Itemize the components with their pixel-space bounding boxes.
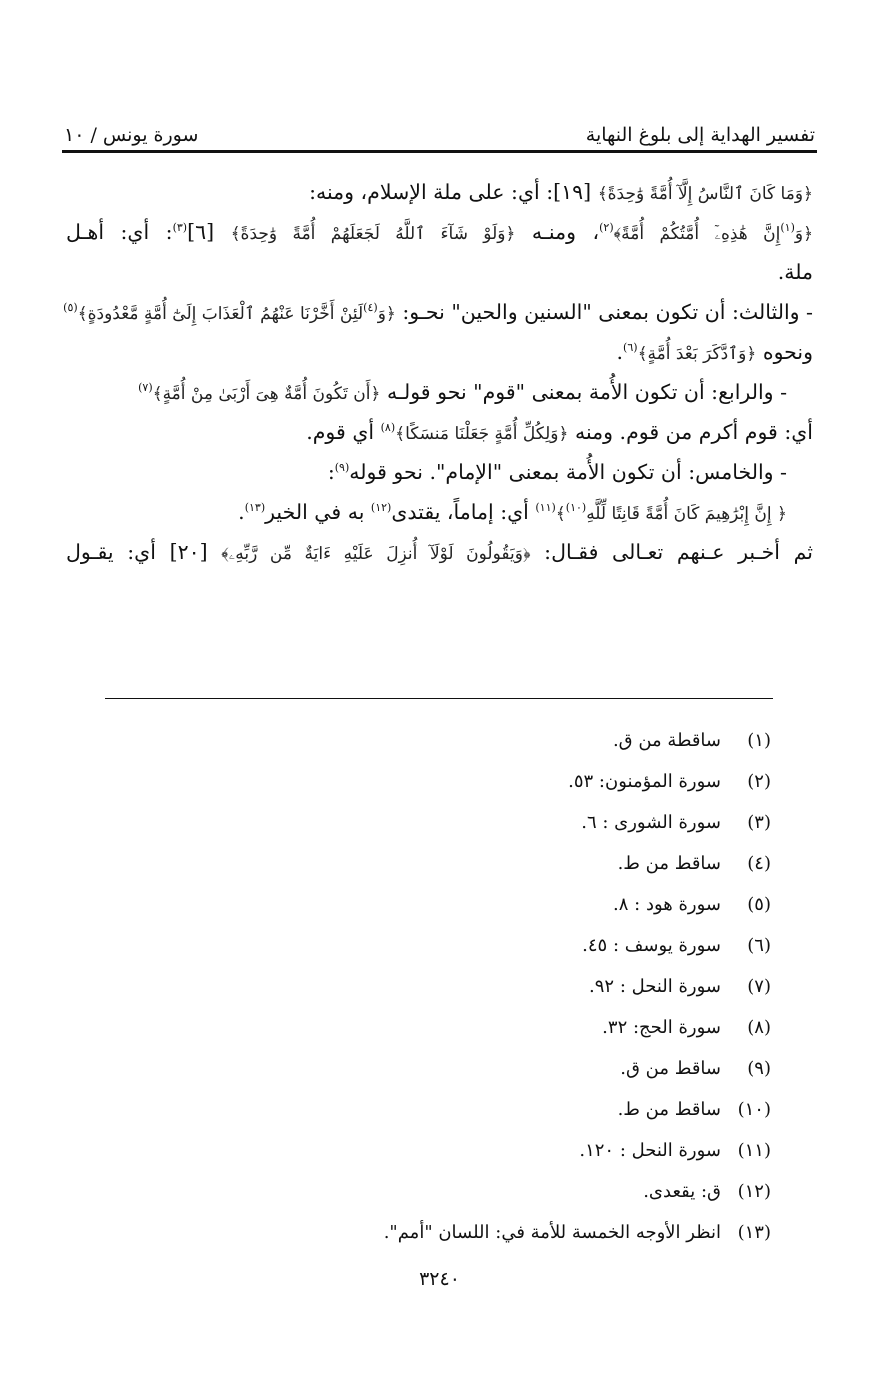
body-line-2: ﴿وَ$^{(١)}$إِنَّ هَٰذِهِۦٓ أُمَّتُكُمْ أُمَّةً﴾$^{(٢)}$، ومنـه ﴿وَلَوْ شَآءَ ٱللَّهُ لَجَعَلَهُمْ أُمَّةً وَٰحِدَةً﴾ [٦]$^{(٣)}$: أي: أهـل [66, 220, 814, 244]
footnote-text: ساقط من ط. [617, 1099, 721, 1120]
footnote-number: (٤) [747, 853, 771, 874]
footnote-text: سورة الحج: ٣٢. [602, 1017, 721, 1038]
footnotes [384, 720, 771, 1253]
footnote-number: (١٣) [737, 1222, 771, 1243]
quran-quote: ﴿أَن تَكُونَ أُمَّةٌ هِىَ أَرْبَىٰ مِنْ أُمَّةٍ﴾ [152, 384, 381, 404]
footnote-text: سورة الشورى : ٦. [581, 812, 721, 833]
surah-label: سورة يونس / ١٠ [64, 124, 199, 146]
footnote-number: (٥) [747, 894, 771, 915]
footnote-item [384, 1048, 771, 1089]
footnote-item [384, 761, 771, 802]
footnote-number: (١٢) [737, 1181, 771, 1202]
footnote-ref: (١٣) [244, 501, 266, 515]
footnote-number: (١١) [737, 1140, 771, 1161]
quran-quote: ﴿ إِنَّ إِبْرَٰهِيمَ كَانَ أُمَّةً قَانِتًا لِّلَّهِ [586, 504, 787, 524]
footnote-text: سورة النحل : ٩٢. [589, 976, 721, 997]
footnote-ref: (٣) [172, 221, 188, 235]
footnote-item [384, 1089, 771, 1130]
footnote-ref: (١٠) [565, 501, 587, 515]
quran-quote: ﴿وَمَا كَانَ ٱلنَّاسُ إِلَّآ أُمَّةً وَٰحِدَةً﴾ [597, 184, 813, 204]
footnote-ref: (٧) [138, 381, 153, 395]
footnote-number: (٦) [747, 935, 771, 956]
footnote-number: (٢) [747, 771, 771, 792]
footnote-item [384, 1212, 771, 1253]
footnote-number: (٧) [747, 976, 771, 997]
footnote-item [384, 843, 771, 884]
body-line-10: ثم أخـبر عـنهم تعـالى فقـال: ﴿وَيَقُولُونَ لَوْلَآ أُنزِلَ عَلَيْهِ ءَايَةٌ مِّن رَّبِّهِۦ﴾ [٢٠] أي: يقـول [66, 540, 813, 564]
footnote-number: (١٠) [737, 1099, 771, 1120]
footnote-item [384, 884, 771, 925]
footnote-item [384, 966, 771, 1007]
body-line-5: ونحوه ﴿وَٱدَّكَرَ بَعْدَ أُمَّةٍ﴾$^{(٦)}$. [616, 340, 813, 364]
footnote-ref: (٢) [599, 221, 614, 235]
footnote-text: ق: يقعدى. [643, 1181, 721, 1202]
footnote-ref: (١٢) [370, 501, 392, 515]
footnote-ref: (١١) [535, 501, 556, 515]
footnote-ref: (٨) [380, 421, 396, 435]
book-title: تفسير الهداية إلى بلوغ النهاية [585, 124, 815, 146]
footnote-ref: (٦) [623, 341, 638, 355]
body-line-9: ﴿ إِنَّ إِبْرَٰهِيمَ كَانَ أُمَّةً قَانِتًا لِّلَّهِ$^{(١٠)}$﴾$^{(١١)}$ أي: إماماً، يقتدى$^{(١٢)}$ به في الخير$^{(١٣)}$. [238, 500, 787, 524]
footnote-item [384, 720, 771, 761]
page-number: ٣٢٤٠ [419, 1268, 460, 1290]
footnote-text: انظر الأوجه الخمسة للأمة في: اللسان "أمم". [383, 1222, 721, 1243]
quran-quote: ﴿وَ [377, 304, 396, 324]
quran-quote: ﴿وَلَوْ شَآءَ ٱللَّهُ لَجَعَلَهُمْ أُمَّةً وَٰحِدَةً﴾ [230, 224, 516, 244]
body-line-8: - والخامس: أن تكون الأُمة بمعنى "الإمام". نحو قوله$^{(٩)}$: [327, 460, 787, 484]
footnote-text: سورة المؤمنون: ٥٣. [568, 771, 721, 792]
footnote-number: (٨) [747, 1017, 771, 1038]
header-rule [62, 150, 817, 153]
running-head [64, 112, 815, 146]
footnote-number: (٣) [747, 812, 771, 833]
footnote-text: سورة هود : ٨. [613, 894, 721, 915]
quran-quote: ﴿وَلِكُلِّ أُمَّةٍ جَعَلْنَا مَنسَكًا﴾ [395, 424, 569, 444]
footnote-item [384, 802, 771, 843]
body-line-7: أي: قوم أكرم من قوم. ومنه ﴿وَلِكُلِّ أُمَّةٍ جَعَلْنَا مَنسَكًا﴾$^{(٨)}$ أي قوم. [306, 420, 813, 444]
footnote-text: سورة النحل : ١٢٠. [579, 1140, 721, 1161]
footnote-rule [105, 698, 773, 699]
footnote-item [384, 1130, 771, 1171]
body-line-3: ملة. [777, 260, 813, 284]
body-line-1: ﴿وَمَا كَانَ ٱلنَّاسُ إِلَّآ أُمَّةً وَٰحِدَةً﴾ [١٩]: أي: على ملة الإسلام، ومنه: [309, 180, 813, 204]
body-text [63, 172, 814, 572]
quran-quote: ﴿وَ [794, 224, 814, 244]
quran-quote: ﴿وَيَقُولُونَ لَوْلَآ أُنزِلَ عَلَيْهِ ءَايَةٌ مِّن رَّبِّهِۦ﴾ [221, 544, 531, 564]
footnote-item [384, 1007, 771, 1048]
body-line-4: - والثالث: أن تكون بمعنى "السنين والحين" نحـو: ﴿وَ$^{(٤)}$لَئِنْ أَخَّرْنَا عَنْهُمُ ٱلْعَذَابَ إِلَىٰٓ أُمَّةٍ مَّعْدُودَةٍ﴾$^{(٥)}$ [63, 300, 813, 324]
footnote-text: سورة يوسف : ٤٥. [582, 935, 721, 956]
footnote-text: ساقط من ط. [617, 853, 721, 874]
footnote-text: ساقط من ق. [620, 1058, 721, 1079]
footnote-number: (١) [747, 730, 771, 751]
footnote-item [384, 1171, 771, 1212]
footnote-ref: (٩) [334, 461, 350, 475]
footnote-text: ساقطة من ق. [612, 730, 721, 751]
footnote-item [384, 925, 771, 966]
quran-quote: ﴿وَٱدَّكَرَ بَعْدَ أُمَّةٍ﴾ [637, 344, 757, 364]
footnote-ref: (١) [780, 221, 795, 235]
footnote-ref: (٥) [63, 301, 78, 315]
footnote-number: (٩) [747, 1058, 771, 1079]
body-line-6: - والرابع: أن تكون الأُمة بمعنى "قوم" نحو قولـه ﴿أَن تَكُونَ أُمَّةٌ هِىَ أَرْبَىٰ مِنْ أُمَّةٍ﴾$^{(٧)}$ [138, 380, 787, 404]
footnote-ref: (٤) [363, 301, 378, 315]
